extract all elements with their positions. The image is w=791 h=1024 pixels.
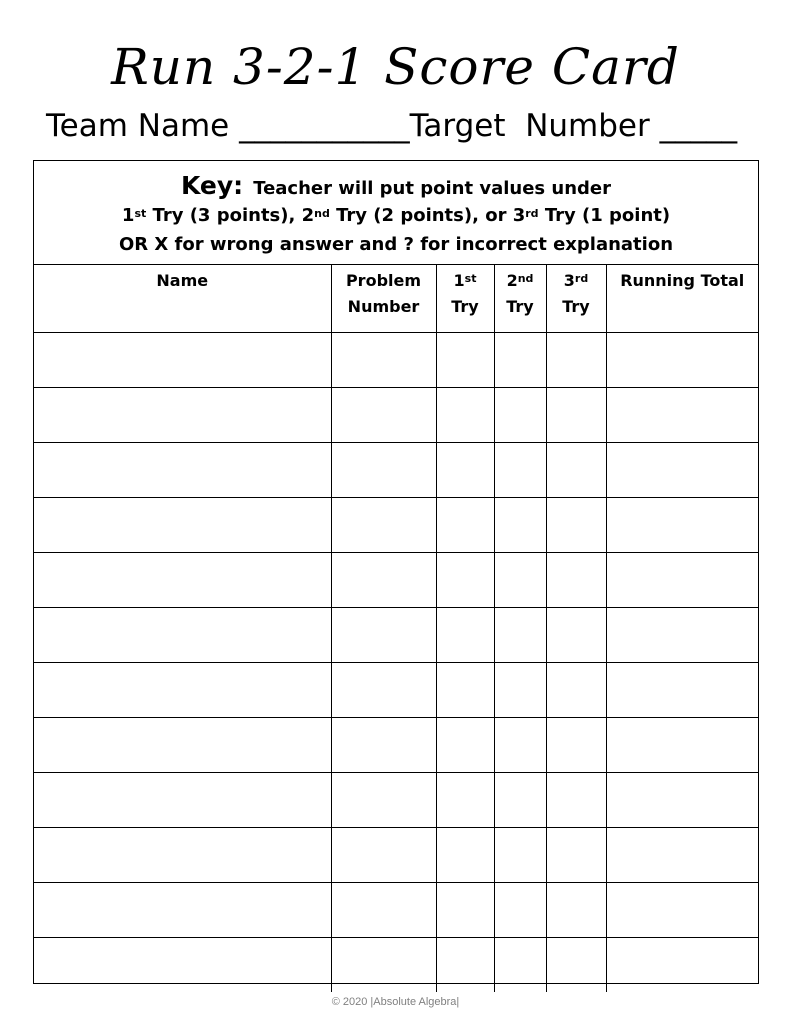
- cell-name[interactable]: [34, 442, 331, 497]
- cell-running-total[interactable]: [606, 717, 758, 772]
- header-try1-word: Try: [451, 297, 479, 316]
- cell-name[interactable]: [34, 662, 331, 717]
- cell-running-total[interactable]: [606, 332, 758, 387]
- cell-running-total[interactable]: [606, 442, 758, 497]
- header-running-total: [606, 264, 758, 332]
- cell-problem-number[interactable]: [331, 827, 436, 882]
- header-try2-sup: nd: [517, 272, 534, 285]
- copyright-footer: © 2020 |Absolute Algebra|: [331, 996, 460, 1008]
- table-row: [34, 882, 758, 937]
- header-problem-line2: Number: [347, 297, 420, 316]
- header-try3-sup: rd: [574, 272, 589, 285]
- cell-running-total[interactable]: [606, 552, 758, 607]
- score-table: [34, 264, 758, 992]
- header-problem-number: [331, 264, 436, 332]
- cell-1st-try[interactable]: [436, 717, 494, 772]
- page-title: Run 3-2-1 Score Card: [111, 38, 680, 96]
- cell-3rd-try[interactable]: [546, 332, 606, 387]
- cell-3rd-try[interactable]: [546, 717, 606, 772]
- cell-problem-number[interactable]: [331, 937, 436, 992]
- cell-running-total[interactable]: [606, 827, 758, 882]
- header-try2-num: 2: [506, 271, 518, 290]
- cell-problem-number[interactable]: [331, 442, 436, 497]
- cell-name[interactable]: [34, 387, 331, 442]
- cell-1st-try[interactable]: [436, 607, 494, 662]
- cell-name[interactable]: [34, 717, 331, 772]
- key-try3-num: 3: [512, 205, 526, 226]
- cell-problem-number[interactable]: [331, 717, 436, 772]
- cell-name[interactable]: [34, 332, 331, 387]
- cell-3rd-try[interactable]: [546, 772, 606, 827]
- key-instruction: Teacher will put point values under: [253, 178, 611, 199]
- cell-problem-number[interactable]: [331, 607, 436, 662]
- cell-name[interactable]: [34, 937, 331, 992]
- team-target-line: [46, 104, 737, 148]
- team-name-label: Team Name: [46, 108, 240, 144]
- cell-1st-try[interactable]: [436, 662, 494, 717]
- key-try2-sup: nd: [314, 207, 330, 220]
- cell-problem-number[interactable]: [331, 332, 436, 387]
- cell-3rd-try[interactable]: [546, 827, 606, 882]
- table-header-row: [34, 264, 758, 332]
- cell-3rd-try[interactable]: [546, 937, 606, 992]
- header-problem-line1: Problem: [345, 271, 422, 290]
- cell-name[interactable]: [34, 607, 331, 662]
- header-try1-sup: st: [464, 272, 477, 285]
- header-name: [34, 264, 331, 332]
- cell-1st-try[interactable]: [436, 937, 494, 992]
- cell-2nd-try[interactable]: [494, 442, 546, 497]
- header-try3-num: 3: [563, 271, 575, 290]
- table-row: [34, 387, 758, 442]
- key-try1-num: 1: [121, 205, 135, 226]
- cell-2nd-try[interactable]: [494, 387, 546, 442]
- key-line-3: OR X for wrong answer and ? for incorrect explanation: [118, 234, 674, 255]
- cell-name[interactable]: [34, 497, 331, 552]
- cell-name[interactable]: [34, 772, 331, 827]
- cell-name[interactable]: [34, 827, 331, 882]
- table-row: [34, 772, 758, 827]
- table-row: [34, 607, 758, 662]
- cell-1st-try[interactable]: [436, 387, 494, 442]
- cell-problem-number[interactable]: [331, 552, 436, 607]
- cell-2nd-try[interactable]: [494, 937, 546, 992]
- key-try3-text: Try (1 point): [538, 205, 671, 226]
- cell-name[interactable]: [34, 882, 331, 937]
- header-2nd-try: [494, 264, 546, 332]
- cell-2nd-try[interactable]: [494, 662, 546, 717]
- target-number-label: Target Number: [409, 108, 660, 144]
- table-row: [34, 332, 758, 387]
- cell-3rd-try[interactable]: [546, 662, 606, 717]
- header-name-label: Name: [156, 271, 209, 290]
- key-line-1: [34, 171, 758, 204]
- cell-problem-number[interactable]: [331, 387, 436, 442]
- cell-2nd-try[interactable]: [494, 552, 546, 607]
- table-row: [34, 497, 758, 552]
- cell-running-total[interactable]: [606, 772, 758, 827]
- cell-1st-try[interactable]: [436, 882, 494, 937]
- score-table-body: [34, 332, 758, 992]
- cell-1st-try[interactable]: [436, 552, 494, 607]
- table-row: [34, 717, 758, 772]
- cell-3rd-try[interactable]: [546, 607, 606, 662]
- header-try1-num: 1: [453, 271, 465, 290]
- table-row: [34, 827, 758, 882]
- cell-running-total[interactable]: [606, 937, 758, 992]
- table-row: [34, 442, 758, 497]
- table-row: [34, 937, 758, 992]
- cell-3rd-try[interactable]: [546, 442, 606, 497]
- cell-3rd-try[interactable]: [546, 497, 606, 552]
- key-try3-sup: rd: [525, 207, 539, 220]
- cell-1st-try[interactable]: [436, 442, 494, 497]
- header-running-total-label: Running Total: [620, 271, 745, 290]
- target-number-blank: _____: [659, 108, 738, 144]
- cell-3rd-try[interactable]: [546, 882, 606, 937]
- score-card: [33, 160, 759, 984]
- key-line-2: [34, 203, 758, 229]
- cell-running-total[interactable]: [606, 387, 758, 442]
- cell-name[interactable]: [34, 552, 331, 607]
- cell-running-total[interactable]: [606, 497, 758, 552]
- team-name-blank: ___________: [239, 108, 410, 144]
- key-box: [34, 161, 758, 265]
- cell-problem-number[interactable]: [331, 772, 436, 827]
- cell-2nd-try[interactable]: [494, 332, 546, 387]
- header-try2-word: Try: [506, 297, 534, 316]
- cell-2nd-try[interactable]: [494, 717, 546, 772]
- cell-1st-try[interactable]: [436, 332, 494, 387]
- cell-2nd-try[interactable]: [494, 772, 546, 827]
- key-try1-text: Try (3 points),: [146, 205, 302, 226]
- key-try2-num: 2: [301, 205, 315, 226]
- cell-running-total[interactable]: [606, 882, 758, 937]
- cell-1st-try[interactable]: [436, 827, 494, 882]
- cell-1st-try[interactable]: [436, 772, 494, 827]
- cell-running-total[interactable]: [606, 607, 758, 662]
- header-3rd-try: [546, 264, 606, 332]
- cell-2nd-try[interactable]: [494, 827, 546, 882]
- table-row: [34, 662, 758, 717]
- key-try2-text: Try (2 points), or: [329, 205, 513, 226]
- cell-running-total[interactable]: [606, 662, 758, 717]
- table-row: [34, 552, 758, 607]
- cell-2nd-try[interactable]: [494, 607, 546, 662]
- key-try1-sup: st: [134, 207, 147, 220]
- cell-1st-try[interactable]: [436, 497, 494, 552]
- cell-3rd-try[interactable]: [546, 387, 606, 442]
- cell-problem-number[interactable]: [331, 662, 436, 717]
- header-1st-try: [436, 264, 494, 332]
- cell-problem-number[interactable]: [331, 882, 436, 937]
- header-try3-word: Try: [562, 297, 590, 316]
- cell-3rd-try[interactable]: [546, 552, 606, 607]
- key-heading: Key:: [181, 171, 244, 200]
- cell-problem-number[interactable]: [331, 497, 436, 552]
- cell-2nd-try[interactable]: [494, 882, 546, 937]
- cell-2nd-try[interactable]: [494, 497, 546, 552]
